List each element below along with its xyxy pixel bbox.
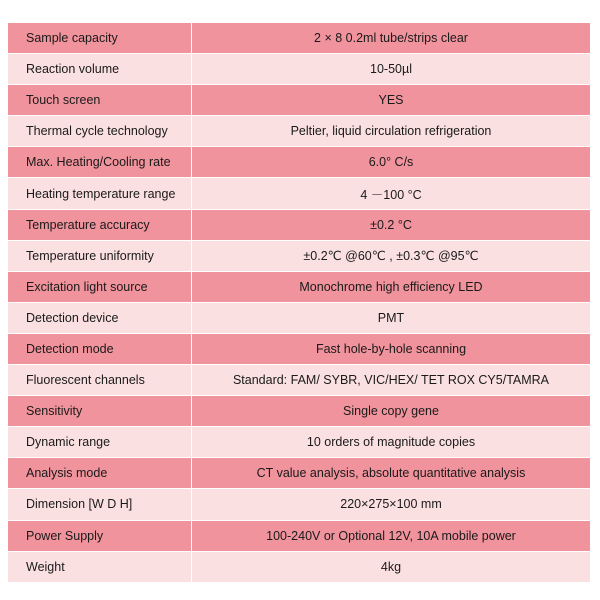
spec-value: Standard: FAM/ SYBR, VIC/HEX/ TET ROX CY5/TAMRA	[192, 365, 591, 396]
spec-label: Analysis mode	[8, 458, 192, 489]
spec-row-excitation-light-source	[8, 271, 591, 302]
spec-row-reaction-volume	[8, 54, 591, 85]
spec-label: Reaction volume	[8, 54, 192, 85]
spec-row-sensitivity	[8, 396, 591, 427]
spec-value: YES	[192, 85, 591, 116]
spec-label: Fluorescent channels	[8, 365, 192, 396]
spec-label: Excitation light source	[8, 271, 192, 302]
spec-label: Dimension [W D H]	[8, 489, 192, 520]
spec-row-fluorescent-channels	[8, 365, 591, 396]
spec-value: 10-50µl	[192, 54, 591, 85]
spec-label: Temperature accuracy	[8, 209, 192, 240]
spec-row-dynamic-range	[8, 427, 591, 458]
spec-value: 10 orders of magnitude copies	[192, 427, 591, 458]
spec-row-power-supply	[8, 520, 591, 551]
spec-value: ±0.2 °C	[192, 209, 591, 240]
spec-value: 100-240V or Optional 12V, 10A mobile power	[192, 520, 591, 551]
spec-row-heating-temperature-range	[8, 178, 591, 209]
spec-label: Detection device	[8, 302, 192, 333]
spec-value: Peltier, liquid circulation refrigeration	[192, 116, 591, 147]
spec-value: Fast hole-by-hole scanning	[192, 333, 591, 364]
spec-row-detection-device	[8, 302, 591, 333]
spec-value: 6.0° C/s	[192, 147, 591, 178]
spec-label: Heating temperature range	[8, 178, 192, 209]
spec-label: Sensitivity	[8, 396, 192, 427]
spec-label: Thermal cycle technology	[8, 116, 192, 147]
spec-row-thermal-cycle-technology	[8, 116, 591, 147]
spec-row-temperature-accuracy	[8, 209, 591, 240]
spec-value: ±0.2℃ @60℃ , ±0.3℃ @95℃	[192, 240, 591, 271]
spec-value: 220×275×100 mm	[192, 489, 591, 520]
spec-value: PMT	[192, 302, 591, 333]
spec-value: Single copy gene	[192, 396, 591, 427]
spec-label: Detection mode	[8, 333, 192, 364]
spec-label: Temperature uniformity	[8, 240, 192, 271]
spec-row-detection-mode	[8, 333, 591, 364]
spec-value: 4 －100 °C	[192, 178, 591, 209]
spec-value: Monochrome high efficiency LED	[192, 271, 591, 302]
spec-row-sample-capacity	[8, 23, 591, 54]
spec-row-touch-screen	[8, 85, 591, 116]
spec-value: 2 × 8 0.2ml tube/strips clear	[192, 23, 591, 54]
spec-label: Max. Heating/Cooling rate	[8, 147, 192, 178]
spec-row-analysis-mode	[8, 458, 591, 489]
spec-label: Weight	[8, 551, 192, 582]
spec-label: Touch screen	[8, 85, 192, 116]
spec-row-weight	[8, 551, 591, 582]
spec-label: Power Supply	[8, 520, 192, 551]
spec-row-dimension	[8, 489, 591, 520]
spec-value: CT value analysis, absolute quantitative analysis	[192, 458, 591, 489]
spec-row-heating-cooling-rate	[8, 147, 591, 178]
specifications-table	[7, 22, 591, 583]
spec-label: Dynamic range	[8, 427, 192, 458]
spec-label: Sample capacity	[8, 23, 192, 54]
spec-value: 4kg	[192, 551, 591, 582]
spec-row-temperature-uniformity	[8, 240, 591, 271]
